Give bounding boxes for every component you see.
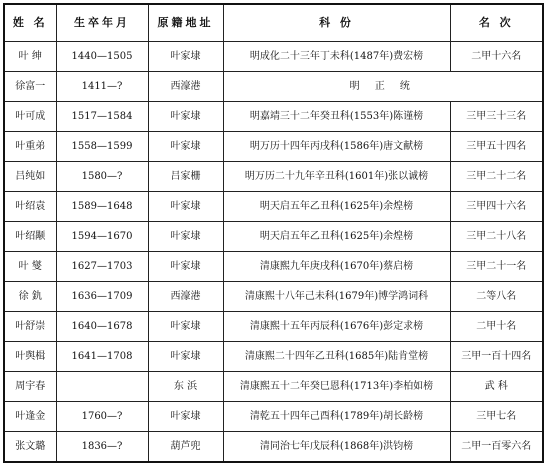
cell-origin: 西濠港 bbox=[148, 282, 223, 312]
cell-years: 1836—? bbox=[56, 432, 148, 463]
cell-origin: 吕家栅 bbox=[148, 162, 223, 192]
cell-name: 叶 绅 bbox=[4, 42, 56, 72]
header-row bbox=[4, 4, 543, 42]
cell-name: 张文璐 bbox=[4, 432, 56, 463]
cell-years: 1627—1703 bbox=[56, 252, 148, 282]
table-row bbox=[4, 372, 543, 402]
cell-name: 叶 燮 bbox=[4, 252, 56, 282]
cell-exam: 明天启五年乙丑科(1625年)余煌榜 bbox=[223, 192, 450, 222]
cell-years: 1641—1708 bbox=[56, 342, 148, 372]
cell-name: 徐富一 bbox=[4, 72, 56, 102]
cell-years: 1760—? bbox=[56, 402, 148, 432]
cell-exam: 清康熙五十二年癸巳恩科(1713年)李柏如榜 bbox=[223, 372, 450, 402]
cell-origin: 叶家埭 bbox=[148, 42, 223, 72]
table-row bbox=[4, 282, 543, 312]
cell-exam: 清康熙十五年丙辰科(1676年)彭定求榜 bbox=[223, 312, 450, 342]
header-name: 姓 名 bbox=[4, 4, 56, 42]
cell-rank: 二等八名 bbox=[450, 282, 543, 312]
table-row bbox=[4, 72, 543, 102]
cell-exam: 清同治七年戊辰科(1868年)洪钧榜 bbox=[223, 432, 450, 463]
cell-years: 1594—1670 bbox=[56, 222, 148, 252]
cell-exam: 明万历十四年丙戌科(1586年)唐文献榜 bbox=[223, 132, 450, 162]
table-row bbox=[4, 132, 543, 162]
header-years: 生卒年月 bbox=[56, 4, 148, 42]
cell-name: 叶重弟 bbox=[4, 132, 56, 162]
cell-name: 吕纯如 bbox=[4, 162, 56, 192]
cell-years: 1580—? bbox=[56, 162, 148, 192]
cell-years: 1558—1599 bbox=[56, 132, 148, 162]
cell-exam: 明万历二十九年辛丑科(1601年)张以诚榜 bbox=[223, 162, 450, 192]
cell-origin: 叶家埭 bbox=[148, 132, 223, 162]
cell-exam: 明天启五年乙丑科(1625年)余煌榜 bbox=[223, 222, 450, 252]
cell-years: 1636—1709 bbox=[56, 282, 148, 312]
cell-exam: 清康熙九年庚戌科(1670年)蔡启榜 bbox=[223, 252, 450, 282]
cell-rank: 三甲五十四名 bbox=[450, 132, 543, 162]
cell-origin: 葫芦兜 bbox=[148, 432, 223, 463]
cell-rank: 三甲二十二名 bbox=[450, 162, 543, 192]
cell-rank: 二甲一百零六名 bbox=[450, 432, 543, 463]
cell-name: 徐 釚 bbox=[4, 282, 56, 312]
cell-exam: 明成化二十三年丁未科(1487年)费宏榜 bbox=[223, 42, 450, 72]
cell-name: 叶可成 bbox=[4, 102, 56, 132]
cell-rank: 武 科 bbox=[450, 372, 543, 402]
cell-rank: 二甲十六名 bbox=[450, 42, 543, 72]
cell-exam: 明嘉靖三十二年癸丑科(1553年)陈谨榜 bbox=[223, 102, 450, 132]
table-row bbox=[4, 432, 543, 463]
cell-rank: 三甲二十八名 bbox=[450, 222, 543, 252]
cell-name: 叶舆楫 bbox=[4, 342, 56, 372]
cell-origin: 叶家埭 bbox=[148, 192, 223, 222]
table-row bbox=[4, 102, 543, 132]
cell-exam: 清康熙十八年己未科(1679年)博学鸿词科 bbox=[223, 282, 450, 312]
cell-origin: 东 浜 bbox=[148, 372, 223, 402]
cell-exam: 清康熙二十四年乙丑科(1685年)陆肯堂榜 bbox=[223, 342, 450, 372]
cell-name: 叶舒崇 bbox=[4, 312, 56, 342]
table-row bbox=[4, 252, 543, 282]
header-rank: 名 次 bbox=[450, 4, 543, 42]
cell-name: 叶绍袁 bbox=[4, 192, 56, 222]
cell-years bbox=[56, 372, 148, 402]
cell-origin: 叶家埭 bbox=[148, 102, 223, 132]
cell-rank: 三甲一百十四名 bbox=[450, 342, 543, 372]
cell-origin: 西濠港 bbox=[148, 72, 223, 102]
cell-name: 叶逢金 bbox=[4, 402, 56, 432]
jinshi-table bbox=[3, 3, 544, 463]
cell-origin: 叶家埭 bbox=[148, 252, 223, 282]
header-origin: 原籍地址 bbox=[148, 4, 223, 42]
cell-rank: 三甲二十一名 bbox=[450, 252, 543, 282]
cell-origin: 叶家埭 bbox=[148, 342, 223, 372]
cell-years: 1517—1584 bbox=[56, 102, 148, 132]
cell-name: 叶绍颙 bbox=[4, 222, 56, 252]
cell-origin: 叶家埭 bbox=[148, 402, 223, 432]
table-row bbox=[4, 402, 543, 432]
cell-rank: 二甲十名 bbox=[450, 312, 543, 342]
cell-exam-merged: 明 正 统 bbox=[223, 72, 543, 102]
table-row bbox=[4, 162, 543, 192]
table-row bbox=[4, 192, 543, 222]
cell-years: 1640—1678 bbox=[56, 312, 148, 342]
table-body bbox=[4, 42, 543, 463]
cell-years: 1440—1505 bbox=[56, 42, 148, 72]
table-row bbox=[4, 222, 543, 252]
cell-origin: 叶家埭 bbox=[148, 222, 223, 252]
cell-name: 周宇春 bbox=[4, 372, 56, 402]
cell-years: 1411—? bbox=[56, 72, 148, 102]
cell-exam: 清乾五十四年己酉科(1789年)胡长龄榜 bbox=[223, 402, 450, 432]
cell-rank: 三甲七名 bbox=[450, 402, 543, 432]
cell-origin: 叶家埭 bbox=[148, 312, 223, 342]
header-exam: 科 份 bbox=[223, 4, 450, 42]
table-row bbox=[4, 42, 543, 72]
cell-rank: 三甲四十六名 bbox=[450, 192, 543, 222]
table-row bbox=[4, 312, 543, 342]
cell-rank: 三甲三十三名 bbox=[450, 102, 543, 132]
table-row bbox=[4, 342, 543, 372]
cell-years: 1589—1648 bbox=[56, 192, 148, 222]
